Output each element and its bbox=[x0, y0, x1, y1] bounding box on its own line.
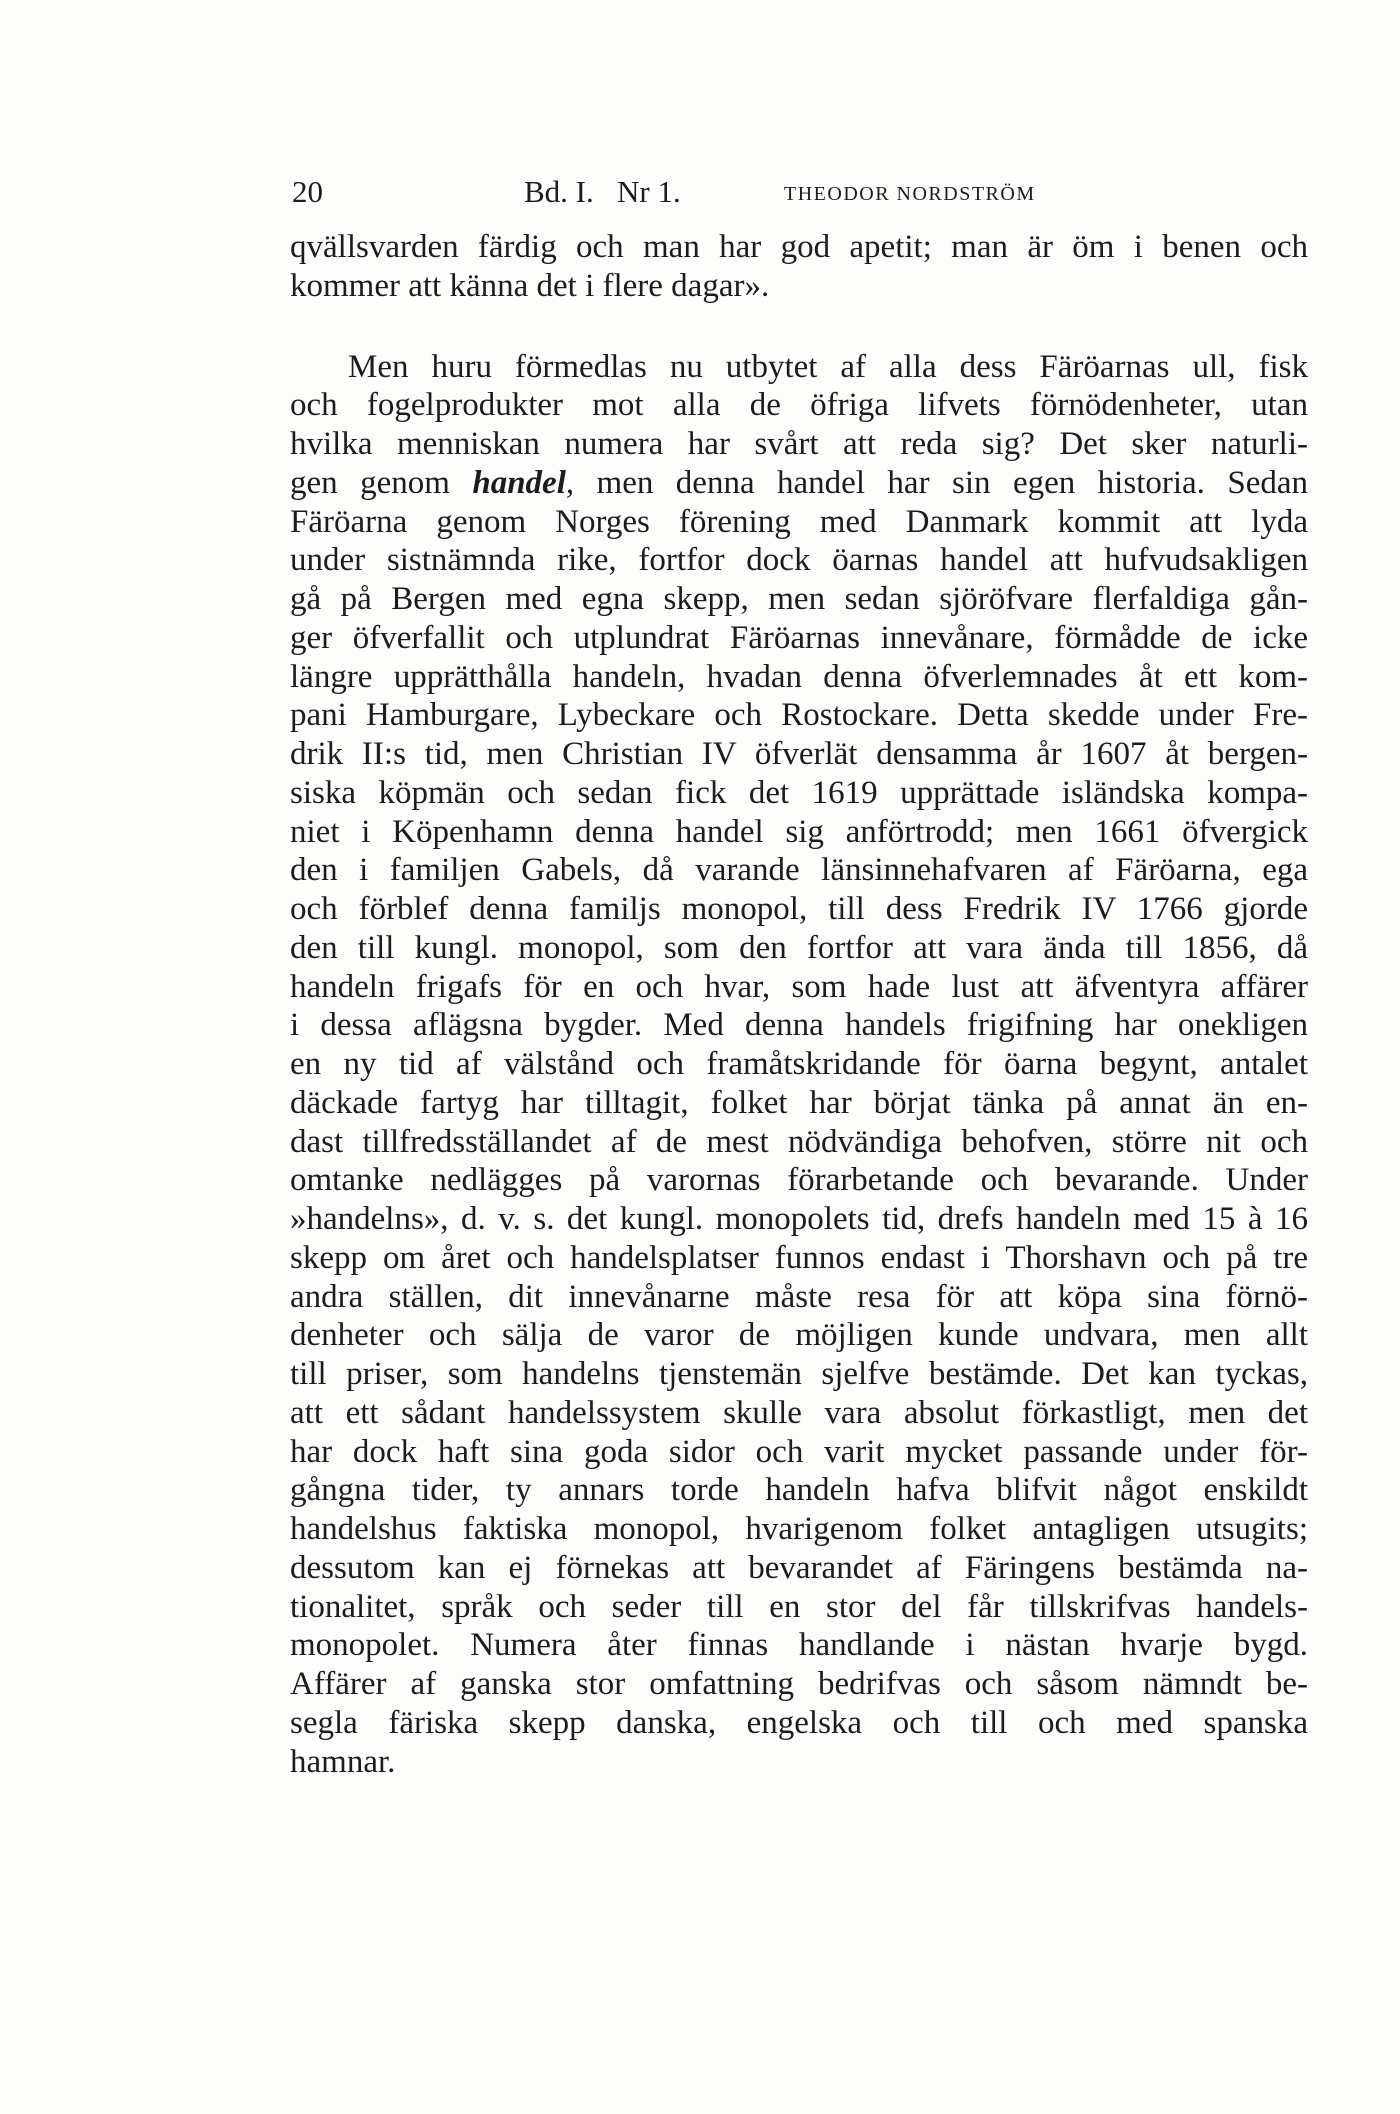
text-line: hamnar. bbox=[290, 1743, 396, 1780]
text-line: pani Hamburgare, Lybeckare och Rostockare. Detta skedde under Fre- bbox=[290, 697, 1308, 734]
text-line: dast tillfredsställandet af de mest nödvändiga behofven, större nit och bbox=[290, 1123, 1308, 1160]
text-line: och förblef denna familjs monopol, till dess Fredrik IV 1766 gjorde bbox=[290, 891, 1308, 927]
text-line: Affärer af ganska stor omfattning bedrifvas och såsom nämndt be- bbox=[290, 1666, 1308, 1702]
text-line: den i familjen Gabels, då varande länsinnehafvaren af Färöarna, ega bbox=[290, 852, 1308, 889]
text-line: monopolet. Numera åter finnas handlande i nästan hvarje bygd. bbox=[290, 1627, 1308, 1664]
text-line: i dessa aflägsna bygder. Med denna handels frigifning har onekligen bbox=[290, 1007, 1308, 1044]
text-line: handelshus faktiska monopol, hvarigenom folket antagligen utsugits; bbox=[290, 1511, 1308, 1547]
text-line: handeln frigafs för en och hvar, som hade lust att äfventyra affärer bbox=[290, 968, 1308, 1005]
text-line: niet i Köpenhamn denna handel sig anförtrodd; men 1661 öfvergick bbox=[290, 813, 1308, 850]
text-line: och fogelprodukter mot alla de öfriga lifvets förnödenheter, utan bbox=[290, 387, 1308, 424]
page-number: 20 bbox=[292, 174, 323, 209]
body-text bbox=[290, 228, 1308, 1781]
text-line: qvällsvarden färdig och man har god apetit; man är öm i benen och bbox=[290, 229, 1308, 265]
text-line: »handelns», d. v. s. det kungl. monopolets tid, drefs handeln med 15 à 16 bbox=[290, 1201, 1308, 1237]
running-head bbox=[292, 172, 1304, 212]
text-line: den till kungl. monopol, som den fortfor att vara ända till 1856, då bbox=[290, 929, 1308, 966]
text-line: skepp om året och handelsplatser funnos endast i Thorshavn och på tre bbox=[290, 1239, 1308, 1276]
text-line: en ny tid af välstånd och framåtskridande för öarna begynt, antalet bbox=[290, 1046, 1308, 1082]
text-line: Men huru förmedlas nu utbytet af alla dess Färöarnas ull, fisk bbox=[348, 348, 1308, 385]
text-line: gångna tider, ty annars torde handeln hafva blifvit något enskildt bbox=[290, 1472, 1308, 1509]
text-line: hvilka menniskan numera har svårt att reda sig? Det sker naturli- bbox=[290, 426, 1308, 462]
text-line: dessutom kan ej förnekas att bevarandet af Färingens bestämda na- bbox=[290, 1549, 1308, 1586]
text-line: Färöarna genom Norges förening med Danmark kommit att lyda bbox=[290, 503, 1308, 540]
text-line: till priser, som handelns tjenstemän sjelfve bestämde. Det kan tyckas, bbox=[290, 1356, 1308, 1392]
paragraph-gap bbox=[290, 306, 1308, 348]
text-line: att ett sådant handelssystem skulle vara absolut förkastligt, men det bbox=[290, 1394, 1308, 1431]
text-line: däckade fartyg har tilltagit, folket har börjat tänka på annat än en- bbox=[290, 1084, 1308, 1121]
text-line: har dock haft sina goda sidor och varit mycket passande under för- bbox=[290, 1433, 1308, 1470]
text-line: segla färiska skepp danska, engelska och till och med spanska bbox=[290, 1704, 1308, 1741]
text-line: andra ställen, dit innevånarne måste resa för att köpa sina förnö- bbox=[290, 1278, 1308, 1315]
text-line: tionalitet, språk och seder till en stor del får tillskrifvas handels- bbox=[290, 1588, 1308, 1625]
text-line: gå på Bergen med egna skepp, men sedan sjöröfvare flerfaldiga gån- bbox=[290, 581, 1308, 617]
text-line: ger öfverfallit och utplundrat Färöarnas innevånare, förmådde de icke bbox=[290, 619, 1308, 656]
volume-issue: Bd. I. Nr 1. bbox=[524, 174, 681, 209]
italic-term: handel bbox=[472, 464, 566, 501]
text-line: drik II:s tid, men Christian IV öfverlät densamma år 1607 åt bergen- bbox=[290, 736, 1308, 772]
text-line: längre upprätthålla handeln, hvadan denna öfverlemnades åt ett kom- bbox=[290, 658, 1308, 695]
text-line: kommer att känna det i flere dagar». bbox=[290, 267, 770, 304]
text-line: omtanke nedlägges på varornas förarbetande och bevarande. Under bbox=[290, 1162, 1308, 1199]
text-line-with-italic: gen genom handel, men denna handel har sin egen historia. Sedan bbox=[290, 464, 1308, 501]
text-line: denheter och sälja de varor de möjligen kunde undvara, men allt bbox=[290, 1317, 1308, 1354]
text-line: siska köpmän och sedan fick det 1619 upprättade isländska kompa- bbox=[290, 774, 1308, 811]
author-name: THEODOR NORDSTRÖM bbox=[784, 183, 1036, 205]
text-line: under sistnämnda rike, fortfor dock öarnas handel att hufvudsakligen bbox=[290, 542, 1308, 579]
